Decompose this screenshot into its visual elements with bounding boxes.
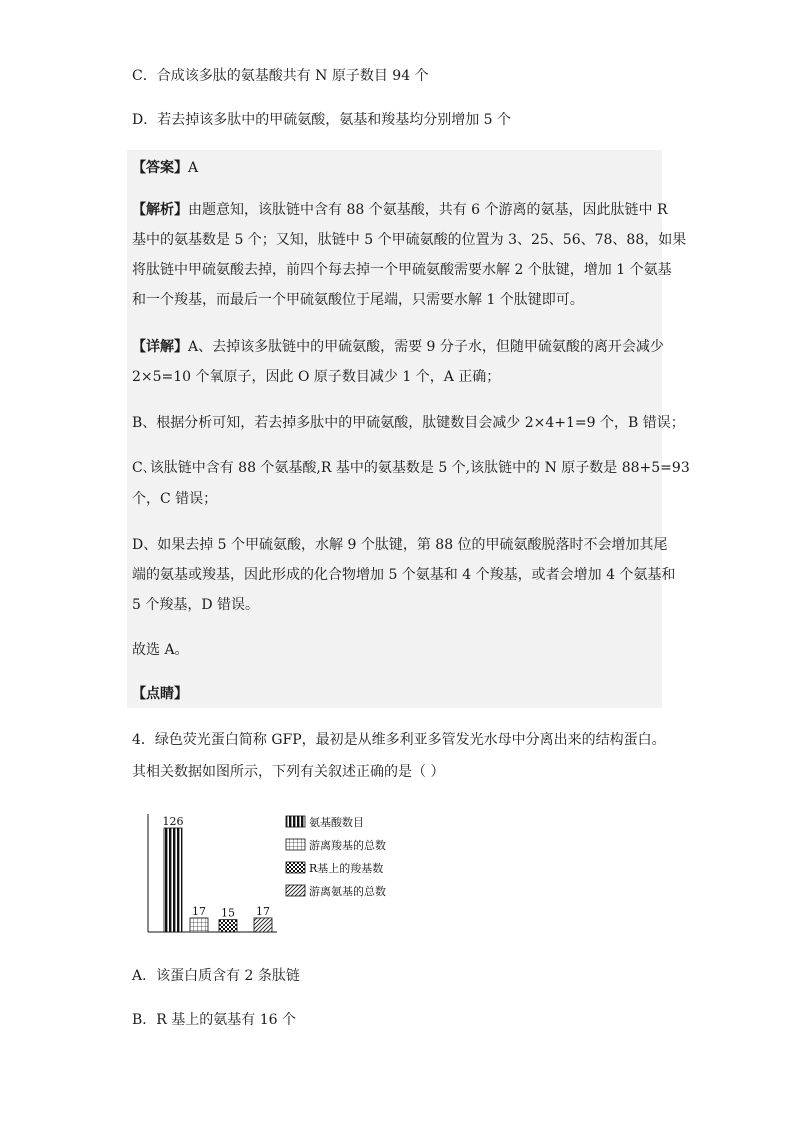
detail-d-line-2: 端的氨基或羧基，因此形成的化合物增加 5 个氨基和 4 个羧基，或者会增加 4 个氨基和 [132, 567, 676, 583]
comment-label: 【点睛】 [132, 686, 188, 702]
answer-line [132, 158, 198, 178]
analysis-line-3: 将肽链中甲硫氨酸去掉，前四个每去掉一个甲硫氨酸需要水解 2 个肽键，增加 1 个氨基 [132, 262, 672, 278]
analysis-line-1: 【解析】由题意知，该肽链中含有 88 个氨基酸，共有 6 个游离的氨基，因此肽链中 R [132, 202, 668, 218]
detail-d-line-3: 5 个羧基，D 错误。 [132, 597, 260, 613]
question4-option-a: A．该蛋白质含有 2 条肽链 [132, 968, 300, 984]
bar-3 [254, 918, 272, 932]
detail-label: 【详解】 [132, 339, 188, 355]
option-d-text: D．若去掉该多肽中的甲硫氨酸，氨基和羧基均分别增加 5 个 [132, 112, 512, 128]
bar-value-label-0: 126 [162, 815, 184, 828]
legend-swatch-0 [286, 816, 305, 827]
bar-chart [145, 810, 445, 940]
detail-c-line-1: C､该肽链中含有 88 个氨基酸,R 基中的氨基数是 5 个,该肽链中的 N 原子数是 88+5=93 [132, 460, 690, 476]
detail-a-line-1: 【详解】A、去掉该多肽链中的甲硫氨酸，需要 9 分子水，但随甲硫氨酸的离开会减少 [132, 339, 664, 355]
bar-value-label-1: 17 [192, 904, 206, 918]
legend-swatch-2 [286, 862, 305, 873]
bar-1 [190, 918, 208, 932]
legend-swatch-1 [286, 839, 305, 850]
analysis-line-2: 基中的氨基数是 5 个；又知，肽链中 5 个甲硫氨酸的位置为 3、25、56、78、88，如果 [132, 232, 687, 248]
detail-b-line: B、根据分析可知，若去掉多肽中的甲硫氨酸，肽键数目会减少 2×4+1=9 个，B 错误； [132, 415, 685, 431]
question4-line-2: 其相关数据如图所示，下列有关叙述正确的是（ ） [132, 764, 445, 780]
answer-label: 【答案】 [132, 160, 188, 176]
analysis-line-4: 和一个羧基，而最后一个甲硫氨酸位于尾端，只需要水解 1 个肽键即可。 [132, 292, 584, 308]
answer-explanation-box [127, 150, 690, 708]
option-c-text: C．合成该多肽的氨基酸共有 N 原子数目 94 个 [132, 68, 429, 84]
analysis-label: 【解析】 [132, 202, 188, 218]
detail-a-line-2: 2×5=10 个氧原子，因此 O 原子数目减少 1 个，A 正确； [132, 369, 501, 385]
question4-option-b: B．R 基上的氨基有 16 个 [132, 1012, 296, 1028]
bar-0 [164, 828, 182, 932]
detail-d-line-1: D、如果去掉 5 个甲硫氨酸，水解 9 个肽键，第 88 位的甲硫氨酸脱落时不会增加其尾 [132, 537, 668, 553]
conclusion-line: 故选 A。 [132, 642, 189, 658]
answer-value: A [188, 160, 199, 176]
legend-swatch-3 [286, 885, 305, 896]
bar-2 [219, 920, 237, 932]
legend-label-3: 游离氨基的总数 [309, 885, 386, 898]
legend-label-2: R基上的羧基数 [309, 862, 384, 875]
legend-label-0: 氨基酸数目 [309, 816, 364, 829]
detail-c-line-2: 个，C 错误； [132, 491, 218, 507]
bar-value-label-3: 17 [256, 904, 270, 918]
legend-label-1: 游离羧基的总数 [309, 839, 386, 852]
bar-value-label-2: 15 [221, 906, 235, 920]
question4-line-1: 4．绿色荧光蛋白简称 GFP，最初是从维多利亚多管发光水母中分离出来的结构蛋白。 [132, 732, 666, 748]
